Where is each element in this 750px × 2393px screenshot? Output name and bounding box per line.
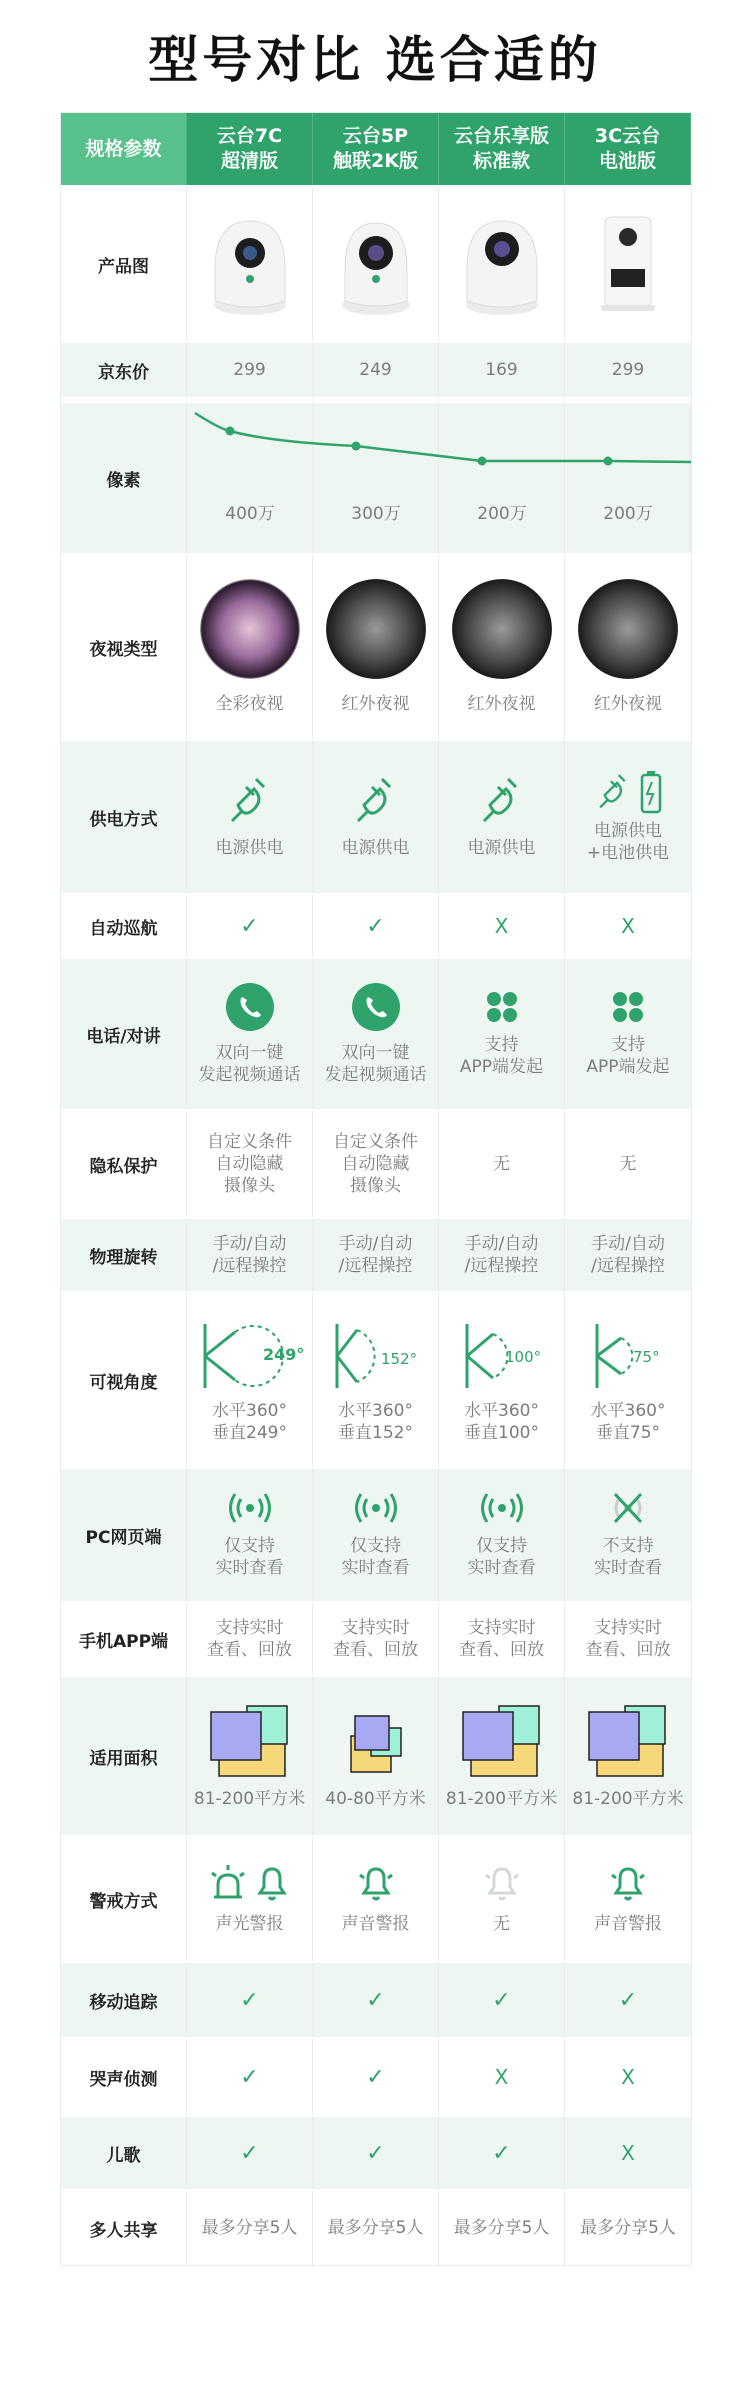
row-auto-patrol	[61, 895, 691, 959]
live-broadcast-icon	[353, 1491, 399, 1525]
area-value: 40-80平方米	[325, 1789, 426, 1809]
row-label: 像素	[61, 403, 187, 553]
view-angle-value: 水平360° 垂直152°	[338, 1401, 413, 1443]
row-mobile-app	[61, 1603, 691, 1677]
check-icon: ✓	[313, 1963, 439, 2037]
row-pixel	[61, 399, 691, 555]
view-angle-icon	[447, 1316, 557, 1396]
pixel-data-point	[352, 442, 361, 451]
pixel-data-point	[478, 457, 487, 466]
header-param-label: 规格参数	[61, 113, 187, 185]
price-value: 249	[313, 343, 439, 397]
view-angle-icon	[321, 1316, 431, 1396]
check-icon: ✓	[187, 2117, 313, 2189]
area-value: 81-200平方米	[193, 1789, 306, 1809]
row-label: 产品图	[61, 187, 187, 341]
row-price	[61, 343, 691, 399]
call-value: 双向一键 发起视频通话	[324, 1043, 427, 1085]
night-vision-value: 红外夜视	[594, 694, 662, 714]
row-rotation	[61, 1219, 691, 1293]
pixel-value-label: 200万	[603, 504, 653, 524]
check-icon: ✓	[618, 1987, 638, 2013]
row-label: 电话/对讲	[61, 959, 187, 1109]
color-night-vision-image	[200, 579, 300, 679]
row-label: 儿歌	[61, 2117, 187, 2189]
live-broadcast-icon	[479, 1491, 525, 1525]
small-area-icon	[333, 1702, 419, 1782]
power-value: 电源供电	[341, 838, 410, 858]
pixel-value-label: 400万	[225, 504, 275, 524]
night-vision-value: 全彩夜视	[215, 694, 284, 714]
phone-icon	[351, 982, 401, 1032]
row-label: 京东价	[61, 343, 187, 397]
cross-icon: X	[621, 914, 635, 938]
row-night-vision	[61, 555, 691, 741]
call-value: 双向一键 发起视频通话	[198, 1043, 301, 1085]
pixel-line-chart	[187, 403, 691, 559]
mobile-app-value: 支持实时 查看、回放	[439, 1603, 565, 1675]
rotation-value: 手动/自动 /远程操控	[313, 1219, 439, 1291]
row-label: 手机APP端	[61, 1603, 187, 1675]
ir-night-vision-image	[452, 579, 552, 679]
night-vision-value: 红外夜视	[467, 694, 536, 714]
pixel-value-label: 300万	[351, 504, 401, 524]
cross-icon: X	[621, 2141, 635, 2165]
row-alarm	[61, 1837, 691, 1963]
row-label: 夜视类型	[61, 555, 187, 739]
check-icon: ✓	[187, 2039, 313, 2115]
bell-disabled-icon	[482, 1863, 522, 1903]
privacy-value: 无	[619, 1154, 637, 1174]
check-icon: ✓	[313, 2117, 439, 2189]
alarm-value: 无	[493, 1914, 510, 1934]
price-value: 169	[439, 343, 565, 397]
check-icon: ✓	[313, 895, 439, 957]
row-power	[61, 741, 691, 895]
rotation-value: 手动/自动 /远程操控	[439, 1219, 565, 1291]
row-label: 自动巡航	[61, 895, 187, 957]
plug-icon	[594, 770, 634, 814]
row-label: 移动追踪	[61, 1963, 187, 2037]
row-cry-detect	[61, 2039, 691, 2117]
view-angle-value: 水平360° 垂直249°	[212, 1401, 287, 1443]
large-area-icon	[207, 1702, 293, 1782]
comparison-table	[60, 112, 692, 2266]
row-label: 隐私保护	[61, 1111, 187, 1217]
camera-lexiang-image	[457, 209, 547, 319]
row-nursery	[61, 2117, 691, 2191]
plug-icon	[350, 775, 402, 827]
check-icon: ✓	[187, 1963, 313, 2037]
pc-web-value: 仅支持 实时查看	[215, 1536, 284, 1578]
alarm-value: 声光警报	[215, 1914, 284, 1934]
table-header	[61, 113, 691, 187]
row-motion-tracking	[61, 1963, 691, 2039]
row-call	[61, 959, 691, 1111]
privacy-value: 自定义条件 自动隐藏 摄像头	[313, 1111, 439, 1217]
camera-5p-image	[331, 209, 421, 319]
live-broadcast-disabled-icon	[605, 1491, 651, 1525]
camera-3c-image	[583, 209, 673, 319]
mobile-app-value: 支持实时 查看、回放	[585, 1618, 671, 1660]
view-angle-icon	[573, 1316, 683, 1396]
row-label: 物理旋转	[61, 1219, 187, 1291]
bell-icon	[608, 1863, 648, 1903]
cross-icon: X	[621, 2065, 635, 2089]
pixel-data-point	[604, 457, 613, 466]
large-area-icon	[459, 1702, 545, 1782]
row-label: PC网页端	[61, 1469, 187, 1601]
check-icon: ✓	[187, 895, 313, 957]
angle-label: 75°	[633, 1348, 660, 1366]
row-area	[61, 1677, 691, 1837]
angle-label: 100°	[504, 1348, 541, 1366]
pc-web-value: 仅支持 实时查看	[467, 1536, 536, 1578]
share-value: 最多分享5人	[313, 2191, 439, 2265]
alarm-value: 声音警报	[341, 1914, 410, 1934]
view-angle-icon	[195, 1316, 305, 1396]
header-model-4: 3C云台 电池版	[565, 113, 691, 185]
app-icon	[611, 990, 645, 1024]
area-value: 81-200平方米	[572, 1789, 684, 1809]
angle-label: 249°	[262, 1345, 304, 1364]
price-value: 299	[187, 343, 313, 397]
row-label: 警戒方式	[61, 1837, 187, 1961]
app-icon	[485, 990, 519, 1024]
pixel-value-label: 200万	[477, 504, 527, 524]
cross-icon: X	[439, 895, 565, 957]
row-privacy	[61, 1111, 691, 1219]
row-label: 可视角度	[61, 1293, 187, 1467]
row-view-angle	[61, 1293, 691, 1469]
plug-icon	[476, 775, 528, 827]
privacy-value: 无	[439, 1111, 565, 1217]
power-value: 电源供电 +电池供电	[586, 821, 670, 863]
header-model-3: 云台乐享版 标准款	[439, 113, 565, 185]
area-value: 81-200平方米	[445, 1789, 558, 1809]
bell-icon	[252, 1863, 292, 1903]
camera-7c-image	[205, 209, 295, 319]
pc-web-value: 不支持 实时查看	[594, 1536, 662, 1578]
page-title: 型号对比 选合适的	[148, 31, 602, 89]
pixel-data-point	[226, 427, 235, 436]
ir-night-vision-image	[326, 579, 426, 679]
mobile-app-value: 支持实时 查看、回放	[187, 1603, 313, 1675]
view-angle-value: 水平360° 垂直75°	[590, 1401, 666, 1443]
live-broadcast-icon	[227, 1491, 273, 1525]
privacy-value: 自定义条件 自动隐藏 摄像头	[187, 1111, 313, 1217]
check-icon: ✓	[439, 2117, 565, 2189]
share-value: 最多分享5人	[187, 2191, 313, 2265]
call-value: 支持 APP端发起	[459, 1035, 544, 1077]
night-vision-value: 红外夜视	[341, 694, 410, 714]
row-label: 适用面积	[61, 1677, 187, 1835]
check-icon: ✓	[313, 2039, 439, 2115]
header-model-2: 云台5P 触联2K版	[313, 113, 439, 185]
angle-label: 152°	[380, 1350, 417, 1368]
ir-night-vision-image	[578, 579, 678, 679]
bell-icon	[356, 1863, 396, 1903]
alarm-value: 声音警报	[594, 1914, 662, 1934]
mobile-app-value: 支持实时 查看、回放	[313, 1603, 439, 1675]
share-value: 最多分享5人	[580, 2218, 676, 2238]
price-value: 299	[611, 360, 645, 380]
row-pc-web	[61, 1469, 691, 1603]
share-value: 最多分享5人	[439, 2191, 565, 2265]
phone-icon	[225, 982, 275, 1032]
plug-icon	[224, 775, 276, 827]
row-share	[61, 2191, 691, 2265]
row-product-image	[61, 187, 691, 343]
alarm-light-icon	[208, 1863, 248, 1903]
rotation-value: 手动/自动 /远程操控	[591, 1234, 665, 1276]
row-label: 供电方式	[61, 741, 187, 893]
header-model-1: 云台7C 超清版	[187, 113, 313, 185]
row-label: 哭声侦测	[61, 2039, 187, 2115]
cross-icon: X	[439, 2039, 565, 2115]
power-value: 电源供电	[467, 838, 536, 858]
call-value: 支持 APP端发起	[586, 1035, 670, 1077]
pc-web-value: 仅支持 实时查看	[341, 1536, 410, 1578]
check-icon: ✓	[439, 1963, 565, 2037]
view-angle-value: 水平360° 垂直100°	[464, 1401, 539, 1443]
battery-icon	[640, 770, 662, 814]
rotation-value: 手动/自动 /远程操控	[187, 1219, 313, 1291]
row-label: 多人共享	[61, 2191, 187, 2265]
large-area-icon	[585, 1702, 671, 1782]
power-value: 电源供电	[215, 838, 284, 858]
